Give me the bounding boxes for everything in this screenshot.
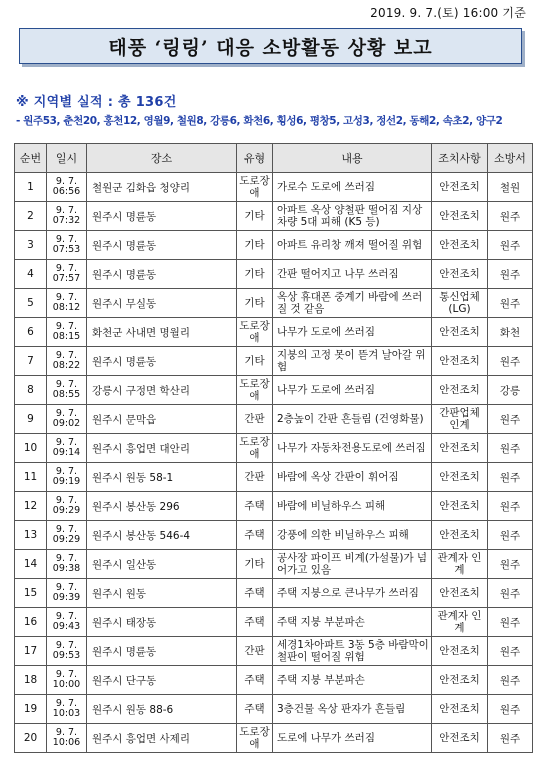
- table-row: [15, 608, 533, 637]
- cell-datetime: [47, 231, 87, 260]
- column-header-place: 장소: [87, 144, 237, 173]
- cell-station: 원주: [488, 550, 533, 579]
- cell-date: 9. 7.: [55, 408, 78, 419]
- table-row: [15, 637, 533, 666]
- table-row: [15, 173, 533, 202]
- cell-no: 5: [15, 289, 47, 318]
- cell-time: 07:57: [52, 273, 81, 284]
- cell-datetime: [47, 695, 87, 724]
- cell-action: 안전조치: [432, 666, 488, 695]
- cell-no: 20: [15, 724, 47, 753]
- column-header-action: 조치사항: [432, 144, 488, 173]
- cell-station: 철원: [488, 173, 533, 202]
- cell-type: 주택: [237, 695, 273, 724]
- region-breakdown: - 원주53, 춘천20, 홍천12, 영월9, 철원8, 강릉6, 화천6, 횡성6, 평창5, 고성3, 정선2, 동해2, 속초2, 양구2: [16, 115, 503, 127]
- cell-place: 원주시 원동 88-6: [87, 695, 237, 724]
- cell-datetime: [47, 666, 87, 695]
- report-date: 2019. 9. 7.(토) 16:00 기준: [370, 6, 526, 20]
- cell-station: 원주: [488, 463, 533, 492]
- cell-time: 08:12: [52, 302, 81, 313]
- cell-action: 안전조치: [432, 347, 488, 376]
- cell-content: 바람에 옥상 간판이 휘어짐: [273, 463, 432, 492]
- cell-datetime: [47, 376, 87, 405]
- column-header-datetime: 일시: [47, 144, 87, 173]
- cell-datetime: [47, 463, 87, 492]
- cell-time: 07:53: [52, 244, 81, 255]
- cell-place: 원주시 문막읍: [87, 405, 237, 434]
- table-row: [15, 405, 533, 434]
- cell-place: 원주시 일산동: [87, 550, 237, 579]
- cell-time: 09:02: [52, 418, 81, 429]
- cell-content: 도로에 나무가 쓰러짐: [273, 724, 432, 753]
- cell-datetime: [47, 405, 87, 434]
- table-row: [15, 434, 533, 463]
- cell-content: 주택 지붕 부분파손: [273, 608, 432, 637]
- table-row: [15, 463, 533, 492]
- cell-content: 간판 떨어지고 나무 쓰러짐: [273, 260, 432, 289]
- column-header-station: 소방서: [488, 144, 533, 173]
- cell-place: 원주시 명륜동: [87, 202, 237, 231]
- cell-content: 나무가 자동차전용도로에 쓰러짐: [273, 434, 432, 463]
- cell-place: 화천군 사내면 명월리: [87, 318, 237, 347]
- cell-no: 11: [15, 463, 47, 492]
- cell-no: 9: [15, 405, 47, 434]
- cell-date: 9. 7.: [55, 495, 78, 506]
- cell-type: 간판: [237, 637, 273, 666]
- cell-datetime: [47, 608, 87, 637]
- cell-time: 09:43: [52, 621, 81, 632]
- cell-datetime: [47, 434, 87, 463]
- cell-type: 기타: [237, 202, 273, 231]
- cell-type: 도로장애: [237, 318, 273, 347]
- cell-no: 16: [15, 608, 47, 637]
- cell-type: 주택: [237, 579, 273, 608]
- cell-no: 7: [15, 347, 47, 376]
- cell-action: 안전조치: [432, 318, 488, 347]
- cell-content: 2층높이 간판 흔들림 (건영화물): [273, 405, 432, 434]
- cell-content: 아파트 유리창 깨져 떨어질 위험: [273, 231, 432, 260]
- cell-content: 3층건물 옥상 판자가 흔들림: [273, 695, 432, 724]
- cell-action: 안전조치: [432, 202, 488, 231]
- table-row: [15, 550, 533, 579]
- column-header-type: 유형: [237, 144, 273, 173]
- cell-type: 기타: [237, 289, 273, 318]
- cell-station: 원주: [488, 434, 533, 463]
- cell-date: 9. 7.: [55, 669, 78, 680]
- cell-station: 원주: [488, 724, 533, 753]
- cell-type: 도로장애: [237, 434, 273, 463]
- column-header-no: 순번: [15, 144, 47, 173]
- cell-type: 도로장애: [237, 724, 273, 753]
- cell-action: 안전조치: [432, 637, 488, 666]
- cell-type: 기타: [237, 550, 273, 579]
- cell-date: 9. 7.: [55, 698, 78, 709]
- cell-station: 원주: [488, 608, 533, 637]
- cell-date: 9. 7.: [55, 379, 78, 390]
- cell-station: 원주: [488, 695, 533, 724]
- cell-date: 9. 7.: [55, 176, 78, 187]
- column-header-content: 내용: [273, 144, 432, 173]
- cell-type: 기타: [237, 347, 273, 376]
- cell-time: 08:55: [52, 389, 81, 400]
- table-row: [15, 724, 533, 753]
- cell-date: 9. 7.: [55, 263, 78, 274]
- cell-station: 원주: [488, 202, 533, 231]
- table-row: [15, 289, 533, 318]
- cell-date: 9. 7.: [55, 437, 78, 448]
- cell-station: 원주: [488, 289, 533, 318]
- cell-content: 아파트 옥상 양철판 떨어짐 지상 차량 5대 피해 (K5 등): [273, 202, 432, 231]
- cell-content: 지붕의 고정 못이 뜯겨 날아갈 위험: [273, 347, 432, 376]
- cell-no: 19: [15, 695, 47, 724]
- cell-type: 주택: [237, 521, 273, 550]
- cell-time: 08:15: [52, 331, 81, 342]
- cell-action: 간판업체 인계: [432, 405, 488, 434]
- report-title: [19, 28, 522, 64]
- table-header-row: [15, 144, 533, 173]
- table-row: [15, 202, 533, 231]
- cell-content: 공사장 파이프 비계(가설물)가 넘어가고 있음: [273, 550, 432, 579]
- cell-time: 09:29: [52, 505, 81, 516]
- cell-date: 9. 7.: [55, 611, 78, 622]
- cell-content: 옥상 휴대폰 중계기 바람에 쓰러질 것 같음: [273, 289, 432, 318]
- cell-no: 15: [15, 579, 47, 608]
- cell-date: 9. 7.: [55, 466, 78, 477]
- cell-datetime: [47, 637, 87, 666]
- cell-time: 10:06: [52, 737, 81, 748]
- cell-action: 통신업체 (LG): [432, 289, 488, 318]
- cell-time: 06:56: [52, 186, 81, 197]
- cell-action: 안전조치: [432, 695, 488, 724]
- table-row: [15, 492, 533, 521]
- table-row: [15, 666, 533, 695]
- cell-type: 주택: [237, 492, 273, 521]
- cell-station: 원주: [488, 637, 533, 666]
- cell-type: 도로장애: [237, 173, 273, 202]
- cell-date: 9. 7.: [55, 727, 78, 738]
- cell-date: 9. 7.: [55, 292, 78, 303]
- cell-content: 주택 지붕으로 큰나무가 쓰러짐: [273, 579, 432, 608]
- cell-action: 안전조치: [432, 724, 488, 753]
- cell-action: 안전조치: [432, 492, 488, 521]
- cell-station: 화천: [488, 318, 533, 347]
- table-row: [15, 376, 533, 405]
- cell-station: 원주: [488, 579, 533, 608]
- cell-action: 안전조치: [432, 231, 488, 260]
- cell-no: 8: [15, 376, 47, 405]
- cell-no: 14: [15, 550, 47, 579]
- cell-datetime: [47, 347, 87, 376]
- cell-datetime: [47, 724, 87, 753]
- cell-time: 09:19: [52, 476, 81, 487]
- cell-no: 18: [15, 666, 47, 695]
- cell-type: 기타: [237, 260, 273, 289]
- cell-time: 10:00: [52, 679, 81, 690]
- cell-action: 안전조치: [432, 376, 488, 405]
- cell-datetime: [47, 289, 87, 318]
- table-row: [15, 318, 533, 347]
- cell-action: 관계자 인계: [432, 550, 488, 579]
- cell-date: 9. 7.: [55, 350, 78, 361]
- cell-content: 강풍에 의한 비닐하우스 피해: [273, 521, 432, 550]
- cell-place: 원주시 명륜동: [87, 347, 237, 376]
- cell-no: 1: [15, 173, 47, 202]
- table-row: [15, 231, 533, 260]
- cell-station: 원주: [488, 231, 533, 260]
- cell-station: 원주: [488, 347, 533, 376]
- cell-content: 바람에 비닐하우스 피해: [273, 492, 432, 521]
- cell-place: 원주시 명륜동: [87, 260, 237, 289]
- cell-no: 6: [15, 318, 47, 347]
- cell-content: 나무가 도로에 쓰러짐: [273, 376, 432, 405]
- cell-action: 안전조치: [432, 521, 488, 550]
- cell-time: 10:03: [52, 708, 81, 719]
- cell-content: 세경1차아파트 3동 5층 바람막이 철판이 떨어질 위험: [273, 637, 432, 666]
- cell-content: 나무가 도로에 쓰러짐: [273, 318, 432, 347]
- cell-type: 기타: [237, 231, 273, 260]
- cell-station: 원주: [488, 260, 533, 289]
- cell-type: 간판: [237, 405, 273, 434]
- cell-station: 강릉: [488, 376, 533, 405]
- cell-date: 9. 7.: [55, 553, 78, 564]
- report-title-text: 태풍 ‘링링’ 대응 소방활동 상황 보고: [108, 36, 433, 59]
- cell-station: 원주: [488, 405, 533, 434]
- cell-time: 09:38: [52, 563, 81, 574]
- cell-datetime: [47, 260, 87, 289]
- table-row: [15, 521, 533, 550]
- cell-time: 09:29: [52, 534, 81, 545]
- incident-table: [14, 143, 533, 753]
- cell-action: 관계자 인계: [432, 608, 488, 637]
- cell-place: 원주시 명륜동: [87, 637, 237, 666]
- cell-date: 9. 7.: [55, 205, 78, 216]
- cell-place: 원주시 원동 58-1: [87, 463, 237, 492]
- cell-time: 09:53: [52, 650, 81, 661]
- cell-type: 간판: [237, 463, 273, 492]
- cell-no: 4: [15, 260, 47, 289]
- table-row: [15, 347, 533, 376]
- cell-station: 원주: [488, 666, 533, 695]
- region-summary-total: ※ 지역별 실적 : 총 136건: [16, 95, 177, 110]
- cell-type: 주택: [237, 666, 273, 695]
- cell-date: 9. 7.: [55, 524, 78, 535]
- cell-datetime: [47, 521, 87, 550]
- cell-time: 09:14: [52, 447, 81, 458]
- cell-datetime: [47, 550, 87, 579]
- cell-action: 안전조치: [432, 434, 488, 463]
- cell-station: 원주: [488, 521, 533, 550]
- cell-date: 9. 7.: [55, 582, 78, 593]
- cell-no: 10: [15, 434, 47, 463]
- cell-place: 원주시 봉산동 546-4: [87, 521, 237, 550]
- cell-no: 17: [15, 637, 47, 666]
- cell-content: 가로수 도로에 쓰러짐: [273, 173, 432, 202]
- cell-time: 09:39: [52, 592, 81, 603]
- cell-datetime: [47, 173, 87, 202]
- cell-datetime: [47, 318, 87, 347]
- cell-action: 안전조치: [432, 260, 488, 289]
- cell-place: 강릉시 구정면 학산리: [87, 376, 237, 405]
- cell-datetime: [47, 579, 87, 608]
- cell-place: 원주시 명륜동: [87, 231, 237, 260]
- cell-action: 안전조치: [432, 173, 488, 202]
- cell-place: 원주시 봉산동 296: [87, 492, 237, 521]
- cell-no: 12: [15, 492, 47, 521]
- cell-time: 07:32: [52, 215, 81, 226]
- cell-action: 안전조치: [432, 463, 488, 492]
- cell-content: 주택 지붕 부분파손: [273, 666, 432, 695]
- cell-type: 도로장애: [237, 376, 273, 405]
- cell-no: 2: [15, 202, 47, 231]
- cell-date: 9. 7.: [55, 640, 78, 651]
- cell-time: 08:22: [52, 360, 81, 371]
- table-row: [15, 695, 533, 724]
- cell-place: 원주시 흥업면 사제리: [87, 724, 237, 753]
- table-row: [15, 579, 533, 608]
- cell-place: 철원군 김화읍 청양리: [87, 173, 237, 202]
- cell-place: 원주시 단구동: [87, 666, 237, 695]
- cell-date: 9. 7.: [55, 321, 78, 332]
- cell-action: 안전조치: [432, 579, 488, 608]
- cell-place: 원주시 무실동: [87, 289, 237, 318]
- cell-type: 주택: [237, 608, 273, 637]
- cell-place: 원주시 태장동: [87, 608, 237, 637]
- cell-place: 원주시 원동: [87, 579, 237, 608]
- cell-datetime: [47, 492, 87, 521]
- cell-no: 3: [15, 231, 47, 260]
- cell-place: 원주시 흥업면 대안리: [87, 434, 237, 463]
- cell-datetime: [47, 202, 87, 231]
- cell-date: 9. 7.: [55, 234, 78, 245]
- cell-station: 원주: [488, 492, 533, 521]
- cell-no: 13: [15, 521, 47, 550]
- table-row: [15, 260, 533, 289]
